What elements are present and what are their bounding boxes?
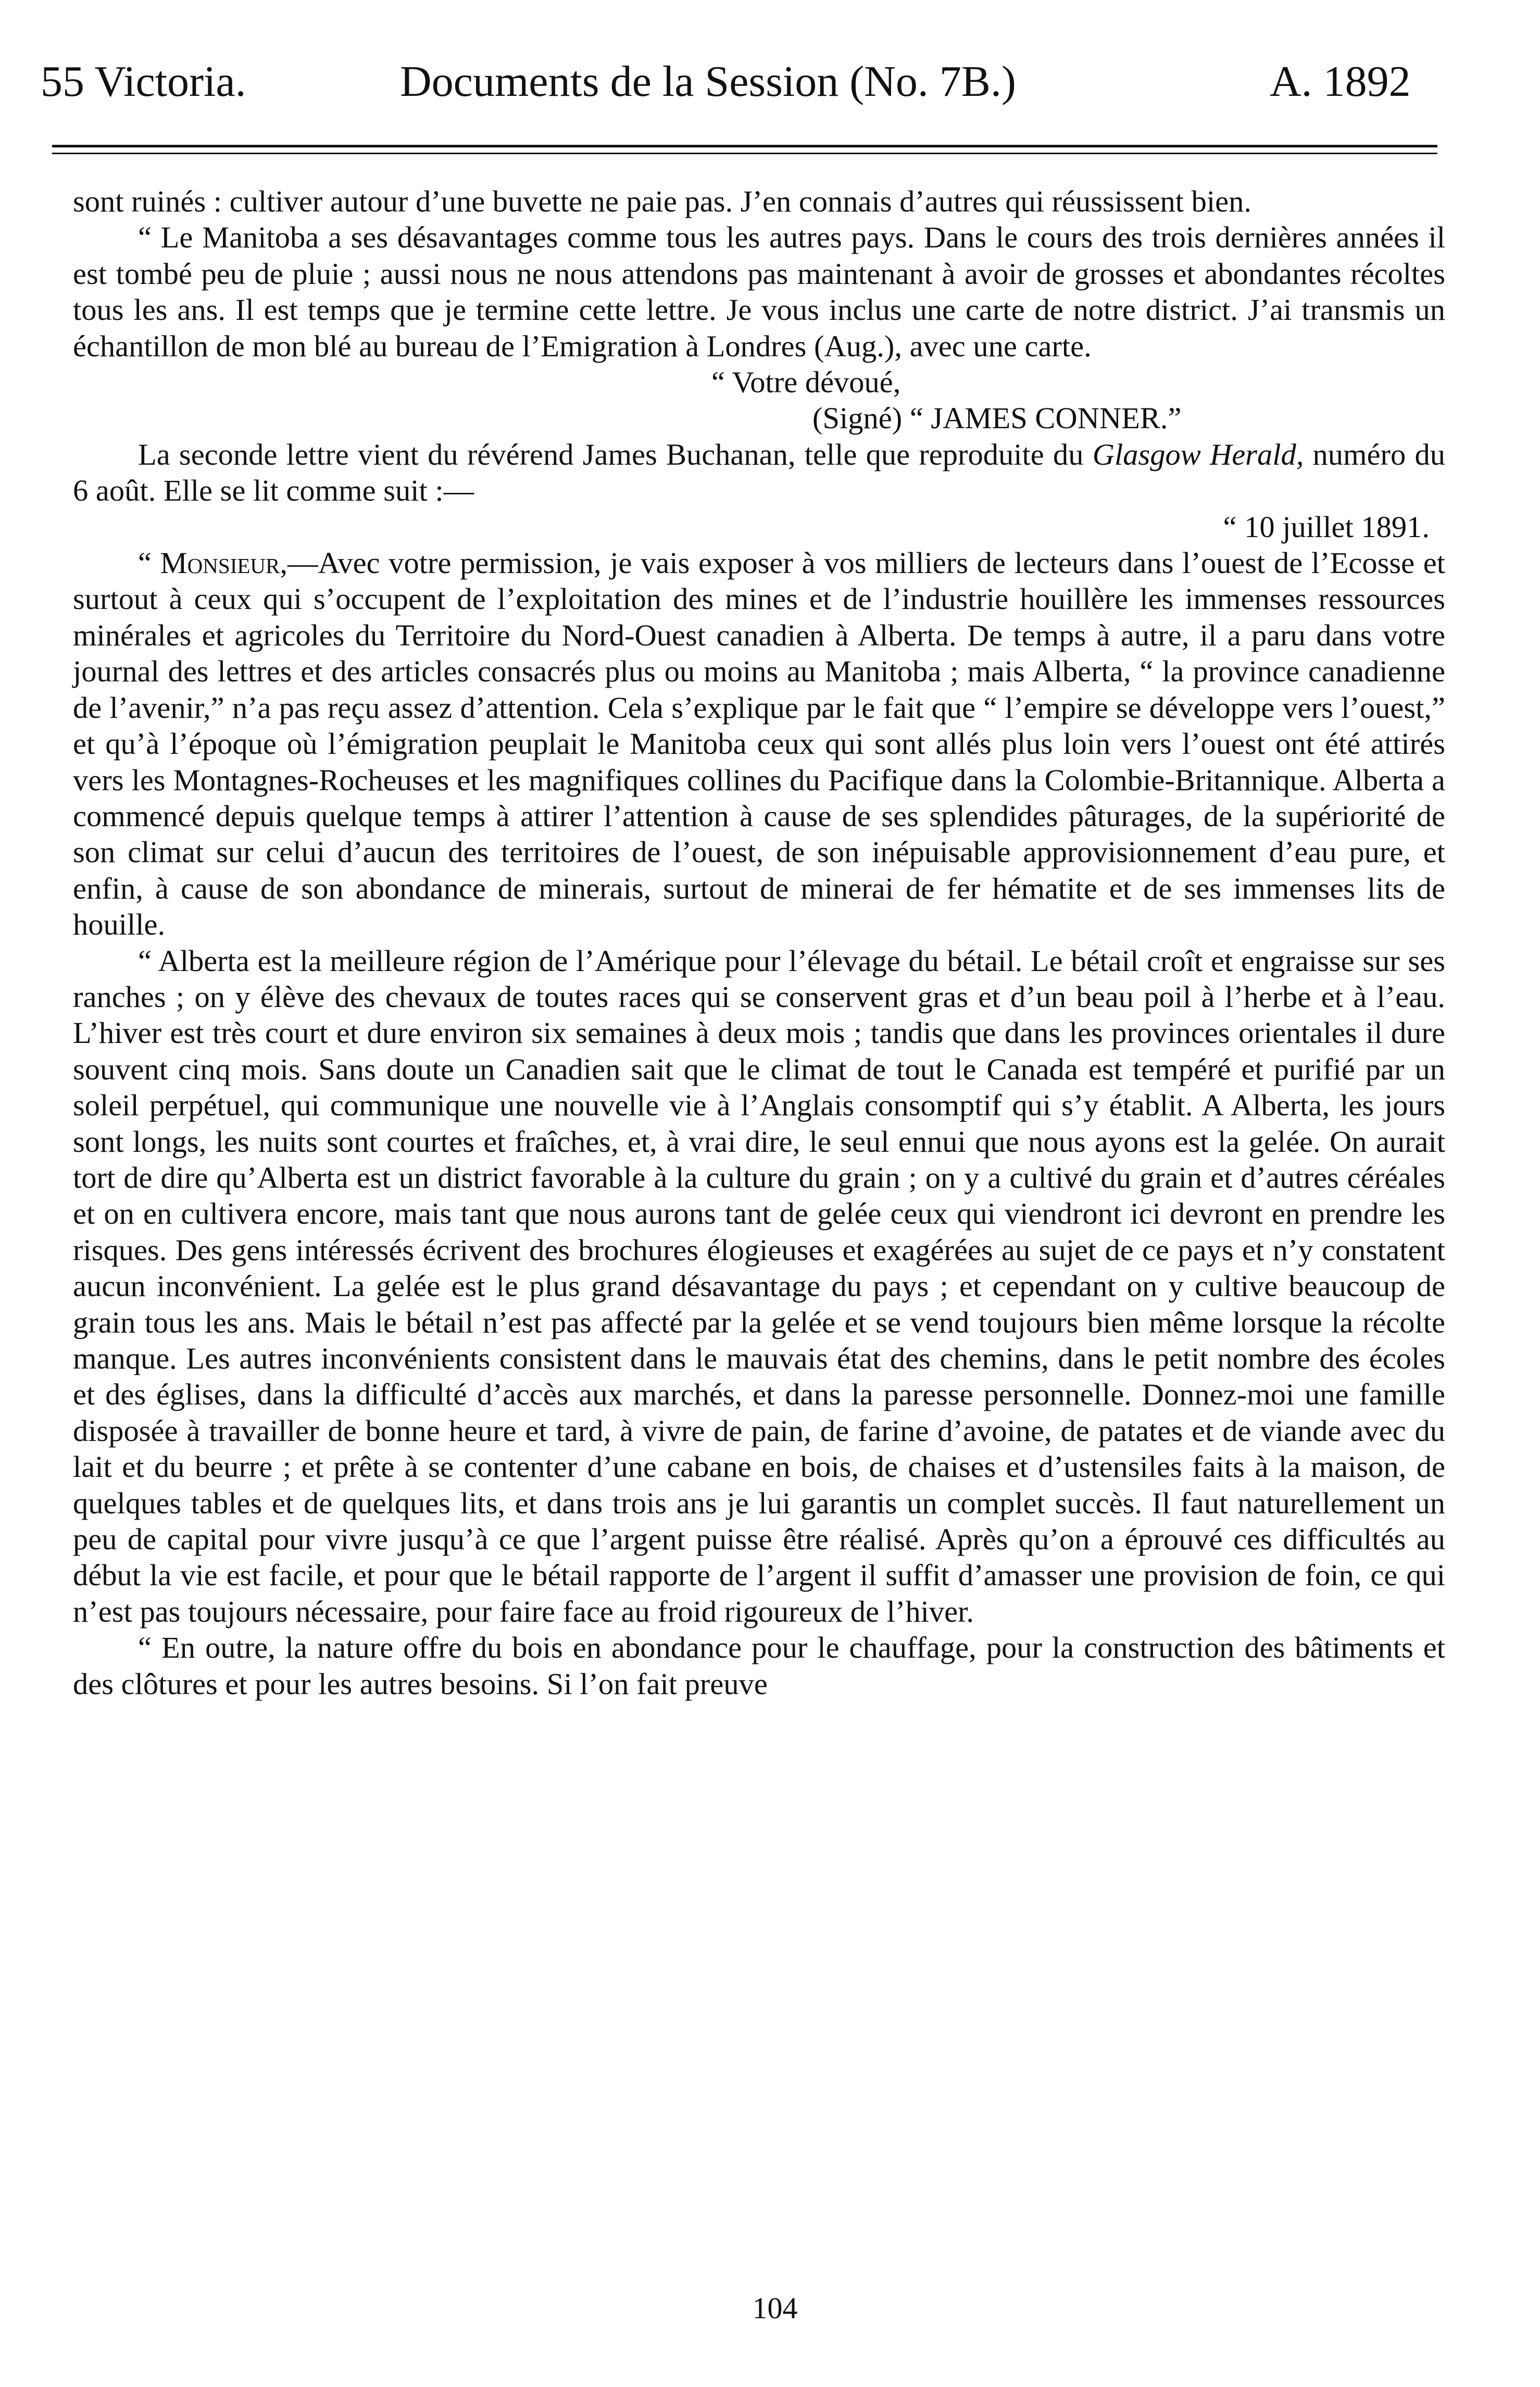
paragraph-wood-resources: “ En outre, la nature offre du bois en abondance pour le chauffage, pour la construction des bâtiments et des clôtures et pour les autres besoins. Si l’on fait preuve (73, 1631, 1445, 1701)
header-session-year: 55 Victoria. (41, 57, 246, 106)
running-header (41, 48, 1447, 116)
paragraph-manitoba: “ Le Manitoba a ses désavantages comme tous les autres pays. Dans le cours des trois dernières années il est tombé peu de pluie ; aussi nous ne nous attendons pas maintenant à avoir de grosses et abondantes récoltes tous les ans. Il est temps que je termine cette lettre. Je vous inclus une carte de notre district. J’ai transmis un échantillon de mon blé au bureau de l’Emigration à Londres (Aug.), avec une carte. (73, 220, 1445, 363)
header-year: A. 1892 (1270, 57, 1411, 106)
second-letter-intro (73, 437, 1445, 509)
intro-text-before: La seconde lettre vient du révérend James Buchanan, telle que reproduite du (138, 437, 1093, 471)
page-number: 104 (752, 2291, 798, 2325)
letter-closing: “ Votre dévoué, (711, 365, 901, 400)
newspaper-title: Glasgow Herald, (1092, 437, 1304, 471)
paragraph-alberta-cattle: “ Alberta est la meilleure région de l’Amérique pour l’élevage du bétail. Le bétail croît et engraisse sur ses ranches ; on y élève des chevaux de toutes races qui se conservent gras et d’un beau poil à l’herbe et à l’eau. L’hiver est très court et dure environ six semaines à deux mois ; tandis que dans les provinces orientales il dure souvent cinq mois. Sans doute un Canadien sait que le climat de tout le Canada est tempéré et purifié par un soleil perpétuel, qui communique une nouvelle vie à l’Anglais consomptif qui s’y établit. A Alberta, les jours sont longs, les nuits sont courtes et fraîches, et, à vrai dire, le seul ennui que nous ayons est la gelée. On aurait tort de dire qu’Alberta est un district favorable à la culture du grain ; on y a cultivé du grain et d’autres céréales et on en cultivera encore, mais tant que nous aurons tant de gelée ceux qui viendront ici devront en prendre les risques. Des gens intéressés écrivent des brochures élogieuses et exagérées au sujet de ce pays et n’y constatent aucun inconvénient. La gelée est le plus grand désavantage du pays ; et cependant on y cultive beaucoup de grain tous les ans. Mais le bétail n’est pas affecté par la gelée et se vend toujours bien même lorsque la récolte manque. Les autres inconvénients consistent dans le mauvais état des chemins, dans le petit nombre des écoles et des églises, dans la difficulté d’accès aux marchés, et dans la paresse personnelle. Donnez-moi une famille disposée à travailler de bonne heure et tard, à vivre de pain, de farine d’avoine, de patates et de viande avec du lait et du beurre ; et prête à se contenter d’une cabane en bois, de chaises et d’ustensiles faits à la maison, de quelques tables et de quelques lits, et dans trois ans je lui garantis un complet succès. Il faut naturellement un peu de capital pour vivre jusqu’à ce que l’argent puisse être réalisé. Après qu’on a éprouvé ces difficultés au début la vie est facile, et pour que le bétail rapporte de l’argent il suffit d’amasser une provision de foin, ce qui n’est pas toujours nécessaire, pour faire face au froid rigoureux de l’hiver. (73, 943, 1445, 1628)
letter-opening-paragraph (73, 545, 1445, 942)
header-rule-thin (52, 153, 1437, 154)
salutation-quote: “ (138, 546, 160, 580)
letter-date: “ 10 juillet 1891. (1223, 509, 1430, 544)
intro-text-after: numéro du 6 août. Elle se lit comme suit :— (73, 437, 1445, 508)
paragraph-continuation: sont ruinés : cultiver autour d’une buvette ne paie pas. J’en connais d’autres qui réussissent bien. (73, 184, 1252, 218)
letter-signature: (Signé) “ JAMES CONNER.” (812, 401, 1182, 436)
header-rule-thick (52, 145, 1437, 147)
salutation: Monsieur, (160, 546, 287, 580)
header-document-title: Documents de la Session (No. 7B.) (400, 57, 1016, 106)
document-body (73, 183, 1445, 1702)
opening-text: —Avec votre permission, je vais exposer à vos milliers de lecteurs dans l’ouest de l’Ecosse et surtout à ceux qui s’occupent de l’exploitation des mines et de l’industrie houillère les immenses ressources minérales et agricoles du Territoire du Nord-Ouest canadien à Alberta. De temps à autre, il a paru dans votre journal des lettres et des articles consacrés plus ou moins au Manitoba ; mais Alberta, “ la province canadienne de l’avenir,” n’a pas reçu assez d’attention. Cela s’explique par le fait que “ l’empire se développe vers l’ouest,” et qu’à l’époque où l’émigration peuplait le Manitoba ceux qui sont allés plus loin vers l’ouest ont été attirés vers les Montagnes-Rocheuses et les magnifiques collines du Pacifique dans la Colombie-Britannique. Alberta a commencé depuis quelque temps à attirer l’attention à cause de ses splendides pâturages, de la supériorité de son climat sur celui d’aucun des territoires de l’ouest, de son inépuisable approvisionnement d’eau pure, et enfin, à cause de son abondance de minerais, surtout de minerai de fer hématite et de ses immenses lits de houille. (73, 546, 1445, 942)
